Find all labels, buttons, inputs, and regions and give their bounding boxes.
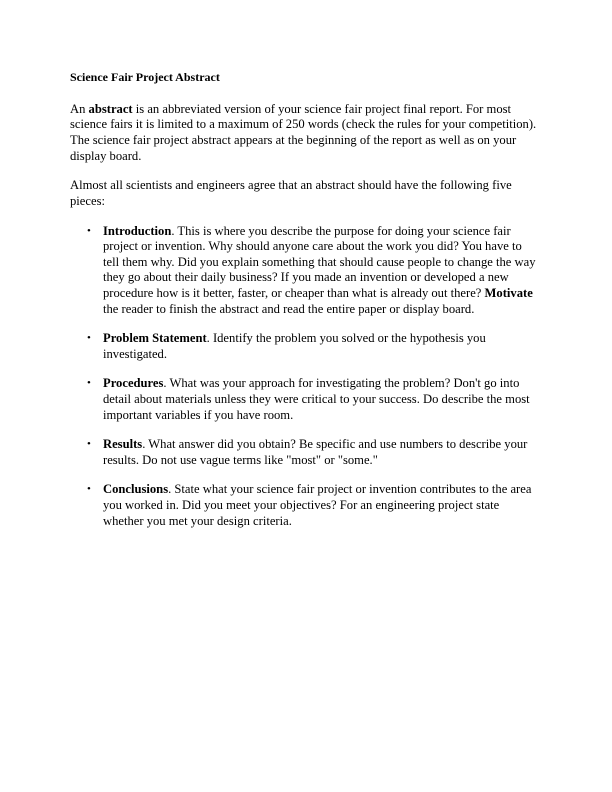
bullet-marker: • [87,332,91,345]
list-item-introduction [87,224,540,318]
bullet-marker: • [87,483,91,496]
text-segment: . Identify the problem you solved or the hypothesis you investigated. [103,331,486,361]
list-item-text [103,224,540,318]
abstract-pieces-list [70,224,540,530]
bold-term-problem-statement: Problem Statement [103,331,207,346]
intro-paragraph [70,102,540,164]
text-segment: . This is where you describe the purpose for doing your science fair project or invention. Why should anyone care about the work you did? You have to tell them why. Did you explain something that should cause people to change the way they go about their daily business? If you made an invention or developed a new procedure how is it better, faster, or cheaper than what is already out there? [103,223,536,300]
text-segment: An [70,101,89,116]
list-item-procedures [87,376,540,423]
list-item-results [87,437,540,468]
bold-term-procedures: Procedures [103,376,164,391]
list-item-conclusions [87,482,540,529]
bold-term-conclusions: Conclusions [103,482,169,497]
list-item-text [103,482,540,529]
text-segment: is an abbreviated version of your science fair project final report. For most science fairs it is limited to a maximum of 250 words (check the rules for your competition). The science fair project abstract appears at the beginning of the report as well as on your display board. [70,101,537,163]
text-segment: . What answer did you obtain? Be specific and use numbers to describe your results. Do not use vague terms like "most" or "some." [103,437,528,467]
list-item-text [103,331,540,362]
bullet-marker: • [87,224,91,237]
bold-term-introduction: Introduction [103,223,172,238]
document-title: Science Fair Project Abstract [70,70,220,84]
bullet-marker: • [87,438,91,451]
list-item-text [103,437,540,468]
bold-term-results: Results [103,437,143,452]
bold-term-motivate: Motivate [484,285,533,300]
bold-term-abstract: abstract [88,101,133,116]
list-item-problem-statement [87,331,540,362]
list-item-text [103,376,540,423]
text-segment: . What was your approach for investigating the problem? Don't go into detail about materials unless they were critical to your success. Do describe the most important variables if you have room. [103,376,530,422]
bullet-marker: • [87,377,91,390]
text-segment: the reader to finish the abstract and read the entire paper or display board. [103,301,475,316]
text-segment: . State what your science fair project or invention contributes to the area you worked in. Did you meet your objectives? For an engineering project state whether you met your design criteria. [103,482,532,528]
lead-paragraph: Almost all scientists and engineers agree that an abstract should have the following five pieces: [70,178,512,208]
